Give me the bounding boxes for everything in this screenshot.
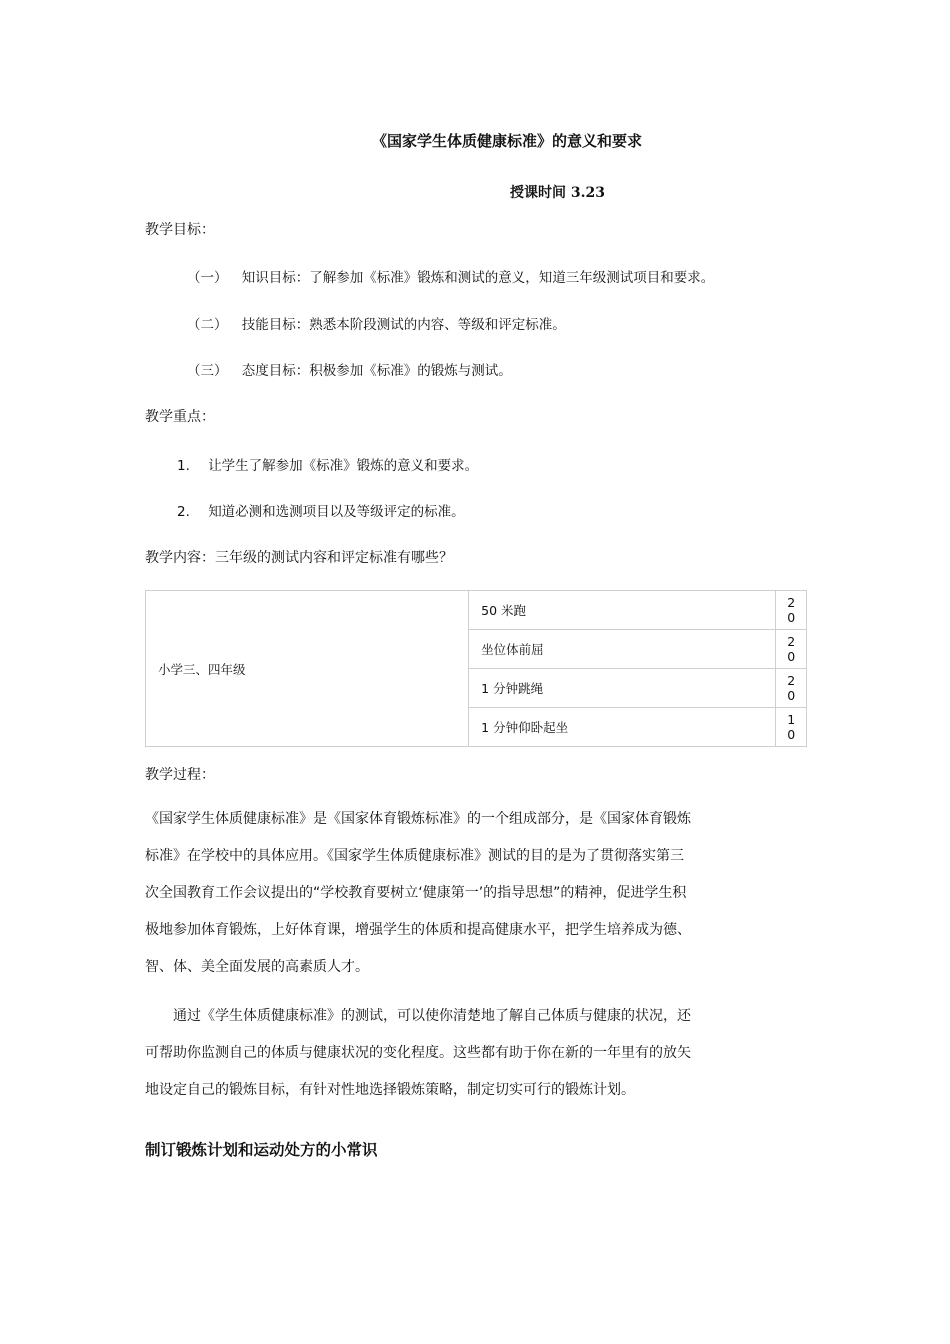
objective-item-1 [187,266,714,286]
key-point-item-1 [177,454,478,474]
grade-cell: 小学三、四年级 [146,591,469,747]
score-digit: 2 [787,595,796,610]
key-point-text: 知道必测和选测项目以及等级评定的标准。 [208,504,465,520]
objective-item-3 [187,359,512,379]
test-item-cell: 坐位体前屈 [469,630,776,669]
score-cell [776,630,807,669]
score-digit: 0 [787,727,796,742]
paragraph-line: 通过《学生体质健康标准》的测试，可以使你清楚地了解自己体质与健康的状况，还 [145,1008,691,1024]
process-paragraph-2 [145,998,805,1109]
key-points-heading: 教学重点： [145,409,215,425]
objective-num: （二） [187,317,228,333]
process-heading: 教学过程： [145,767,215,783]
paragraph-line: 地设定自己的锻炼目标，有针对性地选择锻炼策略，制定切实可行的锻炼计划。 [145,1082,635,1098]
score-digit: 0 [787,649,796,664]
test-item-cell: 50 米跑 [469,591,776,630]
section-heading: 制订锻炼计划和运动处方的小常识 [145,1140,378,1159]
key-point-num: 2. [177,504,190,520]
score-cell [776,591,807,630]
test-items-table [145,590,807,747]
objective-text: 知识目标：了解参加《标准》锻炼和测试的意义，知道三年级测试项目和要求。 [241,270,715,286]
score-digit: 2 [787,634,796,649]
test-item-cell: 1 分钟仰卧起坐 [469,708,776,747]
class-time: 授课时间 3.23 [510,185,605,201]
score-digit: 0 [787,688,796,703]
paragraph-line: 可帮助你监测自己的体质与健康状况的变化程度。这些都有助于你在新的一年里有的放矢 [145,1045,691,1061]
score-digit: 1 [787,712,796,727]
objective-text: 态度目标：积极参加《标准》的锻炼与测试。 [241,363,512,379]
score-cell [776,669,807,708]
paragraph-line: 标准》在学校中的具体应用。《国家学生体质健康标准》测试的目的是为了贯彻落实第三 [145,848,684,864]
key-point-item-2 [177,500,465,520]
test-item-cell: 1 分钟跳绳 [469,669,776,708]
process-paragraph-1 [145,801,805,986]
objective-num: （三） [187,363,228,379]
objectives-heading: 教学目标： [145,222,215,238]
score-cell [776,708,807,747]
score-digit: 0 [787,610,796,625]
key-point-text: 让学生了解参加《标准》锻炼的意义和要求。 [208,458,479,474]
content-heading: 教学内容：三年级的测试内容和评定标准有哪些？ [145,550,453,566]
page-title: 《国家学生体质健康标准》的意义和要求 [371,132,642,150]
paragraph-line: 极地参加体育锻炼，上好体育课，增强学生的体质和提高健康水平，把学生培养成为德、 [145,922,691,938]
key-point-num: 1. [177,458,190,474]
score-digit: 2 [787,673,796,688]
paragraph-line: 次全国教育工作会议提出的“学校教育要树立‘健康第一’的指导思想”的精神，促进学生积 [145,885,687,901]
objective-text: 技能目标：熟悉本阶段测试的内容、等级和评定标准。 [241,317,566,333]
paragraph-line: 《国家学生体质健康标准》是《国家体育锻炼标准》的一个组成部分，是《国家体育锻炼 [145,811,691,827]
paragraph-line: 智、体、美全面发展的高素质人才。 [145,959,369,975]
objective-num: （一） [187,270,228,286]
objective-item-2 [187,313,566,333]
table-row [146,591,807,630]
